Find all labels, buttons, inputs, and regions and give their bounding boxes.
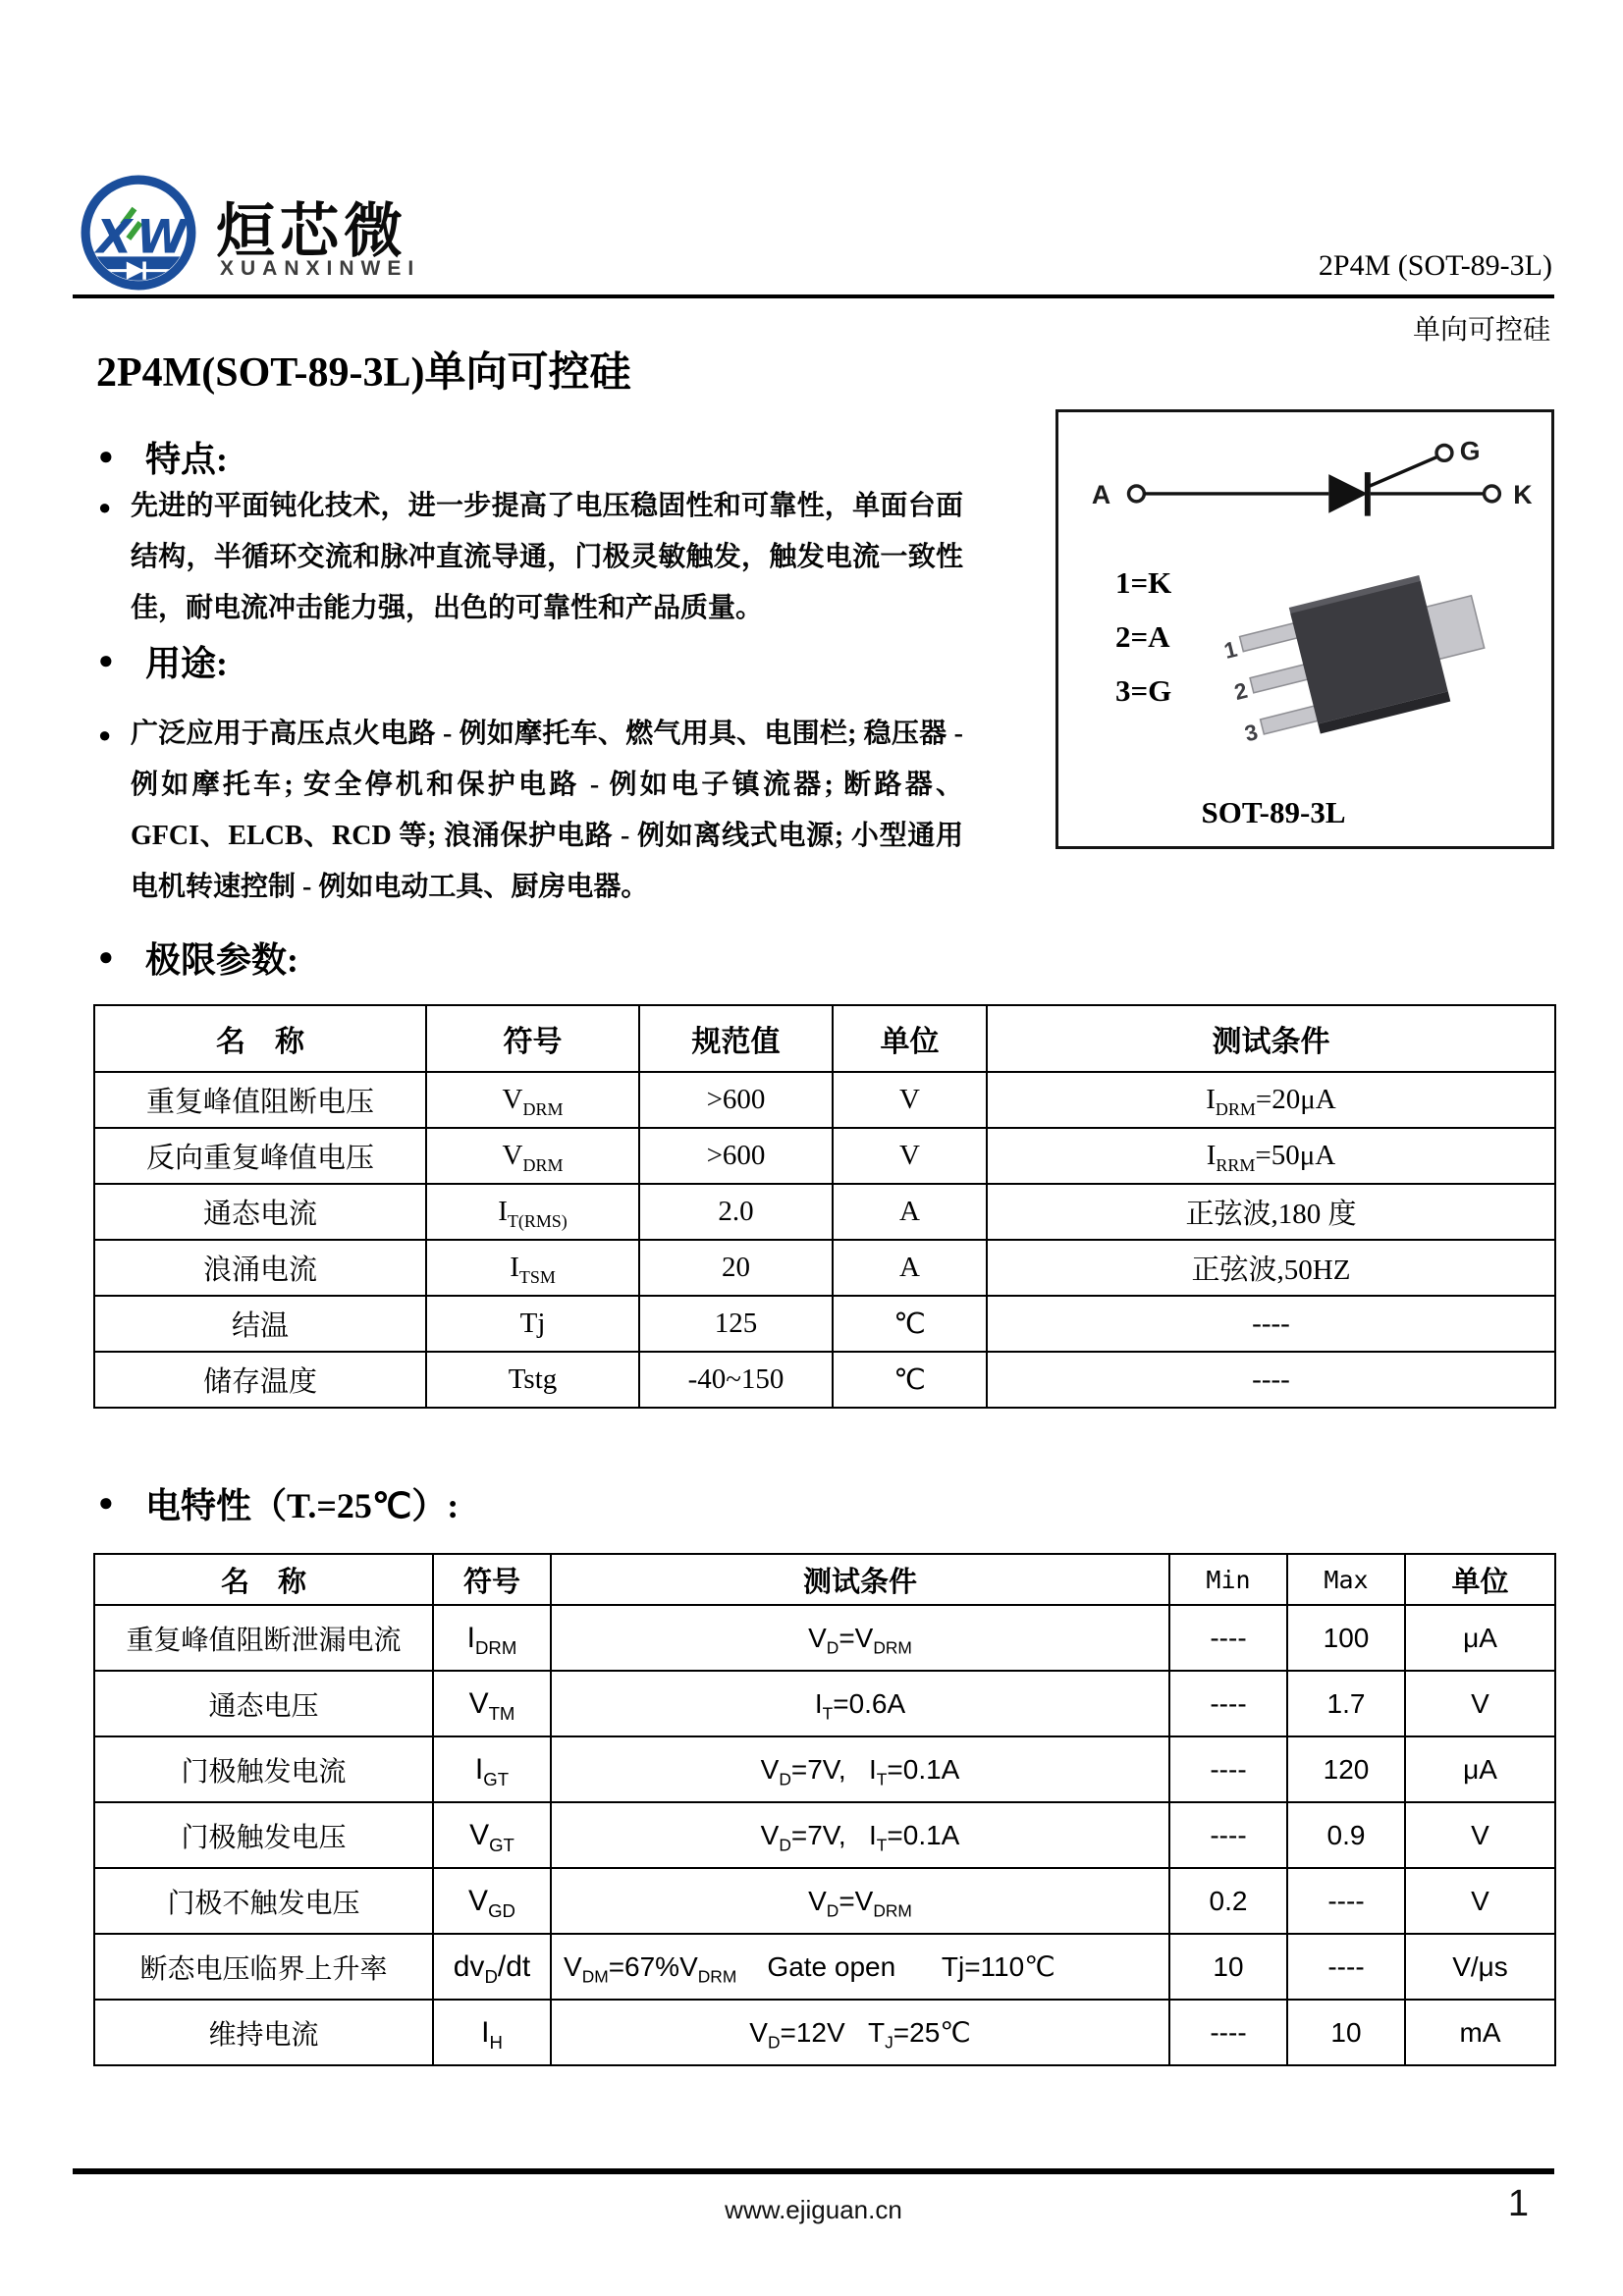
table-cell: mA: [1405, 2000, 1555, 2065]
table-cell: $I_H$: [433, 2000, 551, 2065]
table-cell: ℃: [833, 1352, 987, 1408]
table-cell: ----: [1169, 1736, 1287, 1802]
ratings-heading: 极限参数:: [145, 940, 298, 980]
table-cell: V: [833, 1072, 987, 1128]
table-cell: $I_{GT}$: [433, 1736, 551, 1802]
table-cell: 10: [1287, 2000, 1405, 2065]
table-cell: ----: [1169, 2000, 1287, 2065]
table-cell: -40~150: [639, 1352, 833, 1408]
column-header: Min: [1169, 1554, 1287, 1605]
table-cell: 通态电流: [94, 1184, 426, 1240]
table-row: [94, 1736, 1555, 1802]
table-cell: $I_{DRM}$: [433, 1605, 551, 1671]
pin-label: 3=G: [1115, 673, 1172, 708]
applications-heading: 用途:: [145, 644, 228, 683]
ratings-table: [93, 1004, 1556, 1409]
bullet-icon: ●: [98, 646, 114, 674]
cathode-terminal-dot: [1485, 486, 1500, 502]
gate-lead: [1368, 456, 1437, 487]
pin-label: 2=A: [1115, 619, 1170, 654]
table-row: [94, 1934, 1555, 2000]
package-pin-number: 3: [1241, 719, 1261, 747]
table-cell: $V_{DM}=67\%V_{DRM}$ Gate open Tj=110℃: [551, 1934, 1169, 2000]
table-row: [94, 1605, 1555, 1671]
table-cell: $V_{DRM}$: [426, 1072, 639, 1128]
table-cell: 通态电压: [94, 1671, 433, 1736]
header-device-category: 单向可控硅: [1412, 315, 1550, 346]
anode-label: A: [1091, 479, 1111, 509]
table-cell: $V_{TM}$: [433, 1671, 551, 1736]
table-cell: $V_{GD}$: [433, 1868, 551, 1934]
table-cell: 120: [1287, 1736, 1405, 1802]
cathode-label: K: [1513, 479, 1533, 509]
brand-name-chinese: 烜芯微: [216, 199, 407, 264]
table-row: [94, 1184, 1555, 1240]
package-lead-1: [1240, 623, 1299, 652]
table-row: [94, 1240, 1555, 1296]
table-cell: $V_D=V_{DRM}$: [551, 1868, 1169, 1934]
column-header: 单位: [1405, 1554, 1555, 1605]
table-cell: 0.2: [1169, 1868, 1287, 1934]
table-cell: $V_{GT}$: [433, 1802, 551, 1868]
table-cell: A: [833, 1240, 987, 1296]
table-cell: 1.7: [1287, 1671, 1405, 1736]
package-pin-number: 2: [1231, 676, 1251, 706]
table-header-row: [94, 1005, 1555, 1072]
table-cell: 正弦波,50HZ: [987, 1240, 1555, 1296]
table-cell: $V_D=7V$, $I_T=0.1A$: [551, 1736, 1169, 1802]
table-cell: 正弦波,180 度: [987, 1184, 1555, 1240]
column-header: 符号: [433, 1554, 551, 1605]
table-cell: 门极触发电压: [94, 1802, 433, 1868]
electrical-table: [93, 1553, 1556, 2066]
table-cell: $dv_D/dt$: [433, 1934, 551, 2000]
table-row: [94, 1128, 1555, 1184]
pinout-legend: [1115, 556, 1171, 718]
table-cell: 断态电压临界上升率: [94, 1934, 433, 2000]
scr-symbol-diagram: [1086, 432, 1533, 542]
table-row: [94, 2000, 1555, 2065]
column-header: 符号: [426, 1005, 639, 1072]
table-cell: $V_D=V_{DRM}$: [551, 1605, 1169, 1671]
table-cell: V: [1405, 1868, 1555, 1934]
table-cell: V: [1405, 1671, 1555, 1736]
table-cell: A: [833, 1184, 987, 1240]
table-cell: 门极触发电流: [94, 1736, 433, 1802]
header-part-number: 2P4M (SOT-89-3L): [1318, 249, 1552, 282]
package-lead-3: [1261, 706, 1320, 734]
column-header: 单位: [833, 1005, 987, 1072]
table-row: [94, 1296, 1555, 1352]
bullet-icon: ●: [98, 495, 112, 519]
column-header: 名 称: [94, 1005, 426, 1072]
bullet-icon: ●: [98, 442, 114, 470]
table-row: [94, 1671, 1555, 1736]
package-lead-2: [1250, 665, 1309, 693]
pin-label: 1=K: [1115, 565, 1172, 600]
table-row: [94, 1072, 1555, 1128]
table-cell: 门极不触发电压: [94, 1868, 433, 1934]
table-cell: 0.9: [1287, 1802, 1405, 1868]
table-cell: ----: [987, 1296, 1555, 1352]
table-cell: $I_{TSM}$: [426, 1240, 639, 1296]
table-row: [94, 1802, 1555, 1868]
table-cell: >600: [639, 1072, 833, 1128]
table-cell: Tj: [426, 1296, 639, 1352]
table-cell: >600: [639, 1128, 833, 1184]
table-cell: $I_T=0.6A$: [551, 1671, 1169, 1736]
table-cell: μA: [1405, 1736, 1555, 1802]
page-number: 1: [1507, 2183, 1529, 2224]
features-paragraph: 先进的平面钝化技术，进一步提高了电压稳固性和可靠性，单面台面结构，半循环交流和脉冲直流导通，门极灵敏触发，触发电流一致性佳，耐电流冲击能力强，出色的可靠性和产品质量。: [131, 491, 963, 623]
table-cell: $I_{RRM}=50\mu A$: [987, 1128, 1555, 1184]
company-logo: [79, 173, 198, 293]
column-header: 测试条件: [987, 1005, 1555, 1072]
bullet-icon: ●: [98, 722, 112, 747]
header-rule: [73, 294, 1554, 298]
table-cell: $V_D=7V$, $I_T=0.1A$: [551, 1802, 1169, 1868]
footer-website: www.ejiguan.cn: [725, 2195, 902, 2224]
table-cell: ----: [987, 1352, 1555, 1408]
logo-monogram-w: W: [135, 211, 188, 265]
table-cell: $I_{DRM}=20\mu A$: [987, 1072, 1555, 1128]
table-cell: μA: [1405, 1605, 1555, 1671]
package-pin-number: 1: [1220, 635, 1240, 664]
table-cell: 10: [1169, 1934, 1287, 2000]
table-cell: 125: [639, 1296, 833, 1352]
electrical-heading: 电特性（T.=25℃）:: [145, 1486, 460, 1525]
table-cell: 维持电流: [94, 2000, 433, 2065]
column-header: Max: [1287, 1554, 1405, 1605]
gate-terminal-dot: [1436, 445, 1452, 460]
package-photo: [1216, 552, 1510, 777]
table-cell: 100: [1287, 1605, 1405, 1671]
table-cell: 结温: [94, 1296, 426, 1352]
table-cell: Tstg: [426, 1352, 639, 1408]
table-cell: ----: [1169, 1802, 1287, 1868]
bullet-icon: ●: [98, 1488, 114, 1517]
table-cell: $I_{T(RMS)}$: [426, 1184, 639, 1240]
table-cell: $V_{DRM}$: [426, 1128, 639, 1184]
column-header: 规范值: [639, 1005, 833, 1072]
thyristor-triangle: [1328, 474, 1368, 513]
column-header: 测试条件: [551, 1554, 1169, 1605]
table-cell: V: [833, 1128, 987, 1184]
column-header: 名 称: [94, 1554, 433, 1605]
table-cell: 2.0: [639, 1184, 833, 1240]
table-cell: 重复峰值阻断泄漏电流: [94, 1605, 433, 1671]
footer-rule: [73, 2168, 1554, 2174]
package-info-box: [1055, 409, 1554, 849]
brand-name-english: XUANXINWEI: [220, 257, 421, 280]
table-cell: $V_D=12V$ $T_J=25℃$: [551, 2000, 1169, 2065]
table-cell: ℃: [833, 1296, 987, 1352]
table-cell: 储存温度: [94, 1352, 426, 1408]
table-row: [94, 1868, 1555, 1934]
table-cell: V/μs: [1405, 1934, 1555, 2000]
page-title: 2P4M(SOT-89-3L)单向可控硅: [96, 350, 631, 396]
table-cell: 反向重复峰值电压: [94, 1128, 426, 1184]
logo-monogram-x: X: [96, 211, 133, 265]
package-name: SOT-89-3L: [1201, 795, 1346, 829]
table-cell: 20: [639, 1240, 833, 1296]
table-cell: 浪涌电流: [94, 1240, 426, 1296]
table-cell: ----: [1169, 1605, 1287, 1671]
bullet-icon: ●: [98, 942, 114, 971]
table-header-row: [94, 1554, 1555, 1605]
features-heading: 特点:: [145, 440, 228, 479]
table-cell: 重复峰值阻断电压: [94, 1072, 426, 1128]
table-cell: ----: [1287, 1868, 1405, 1934]
table-cell: ----: [1287, 1934, 1405, 2000]
table-row: [94, 1352, 1555, 1408]
applications-paragraph: 广泛应用于高压点火电路 - 例如摩托车、燃气用具、电围栏; 稳压器 - 例如摩托车; 安全停机和保护电路 - 例如电子镇流器; 断路器、GFCI、ELCB、RCD 等; 浪涌保护电路 - 例如离线式电源; 小型通用电机转速控制 - 例如电动工具、厨房电器。: [131, 719, 963, 902]
anode-terminal-dot: [1129, 486, 1145, 502]
gate-label: G: [1459, 436, 1481, 466]
table-cell: V: [1405, 1802, 1555, 1868]
table-cell: ----: [1169, 1671, 1287, 1736]
